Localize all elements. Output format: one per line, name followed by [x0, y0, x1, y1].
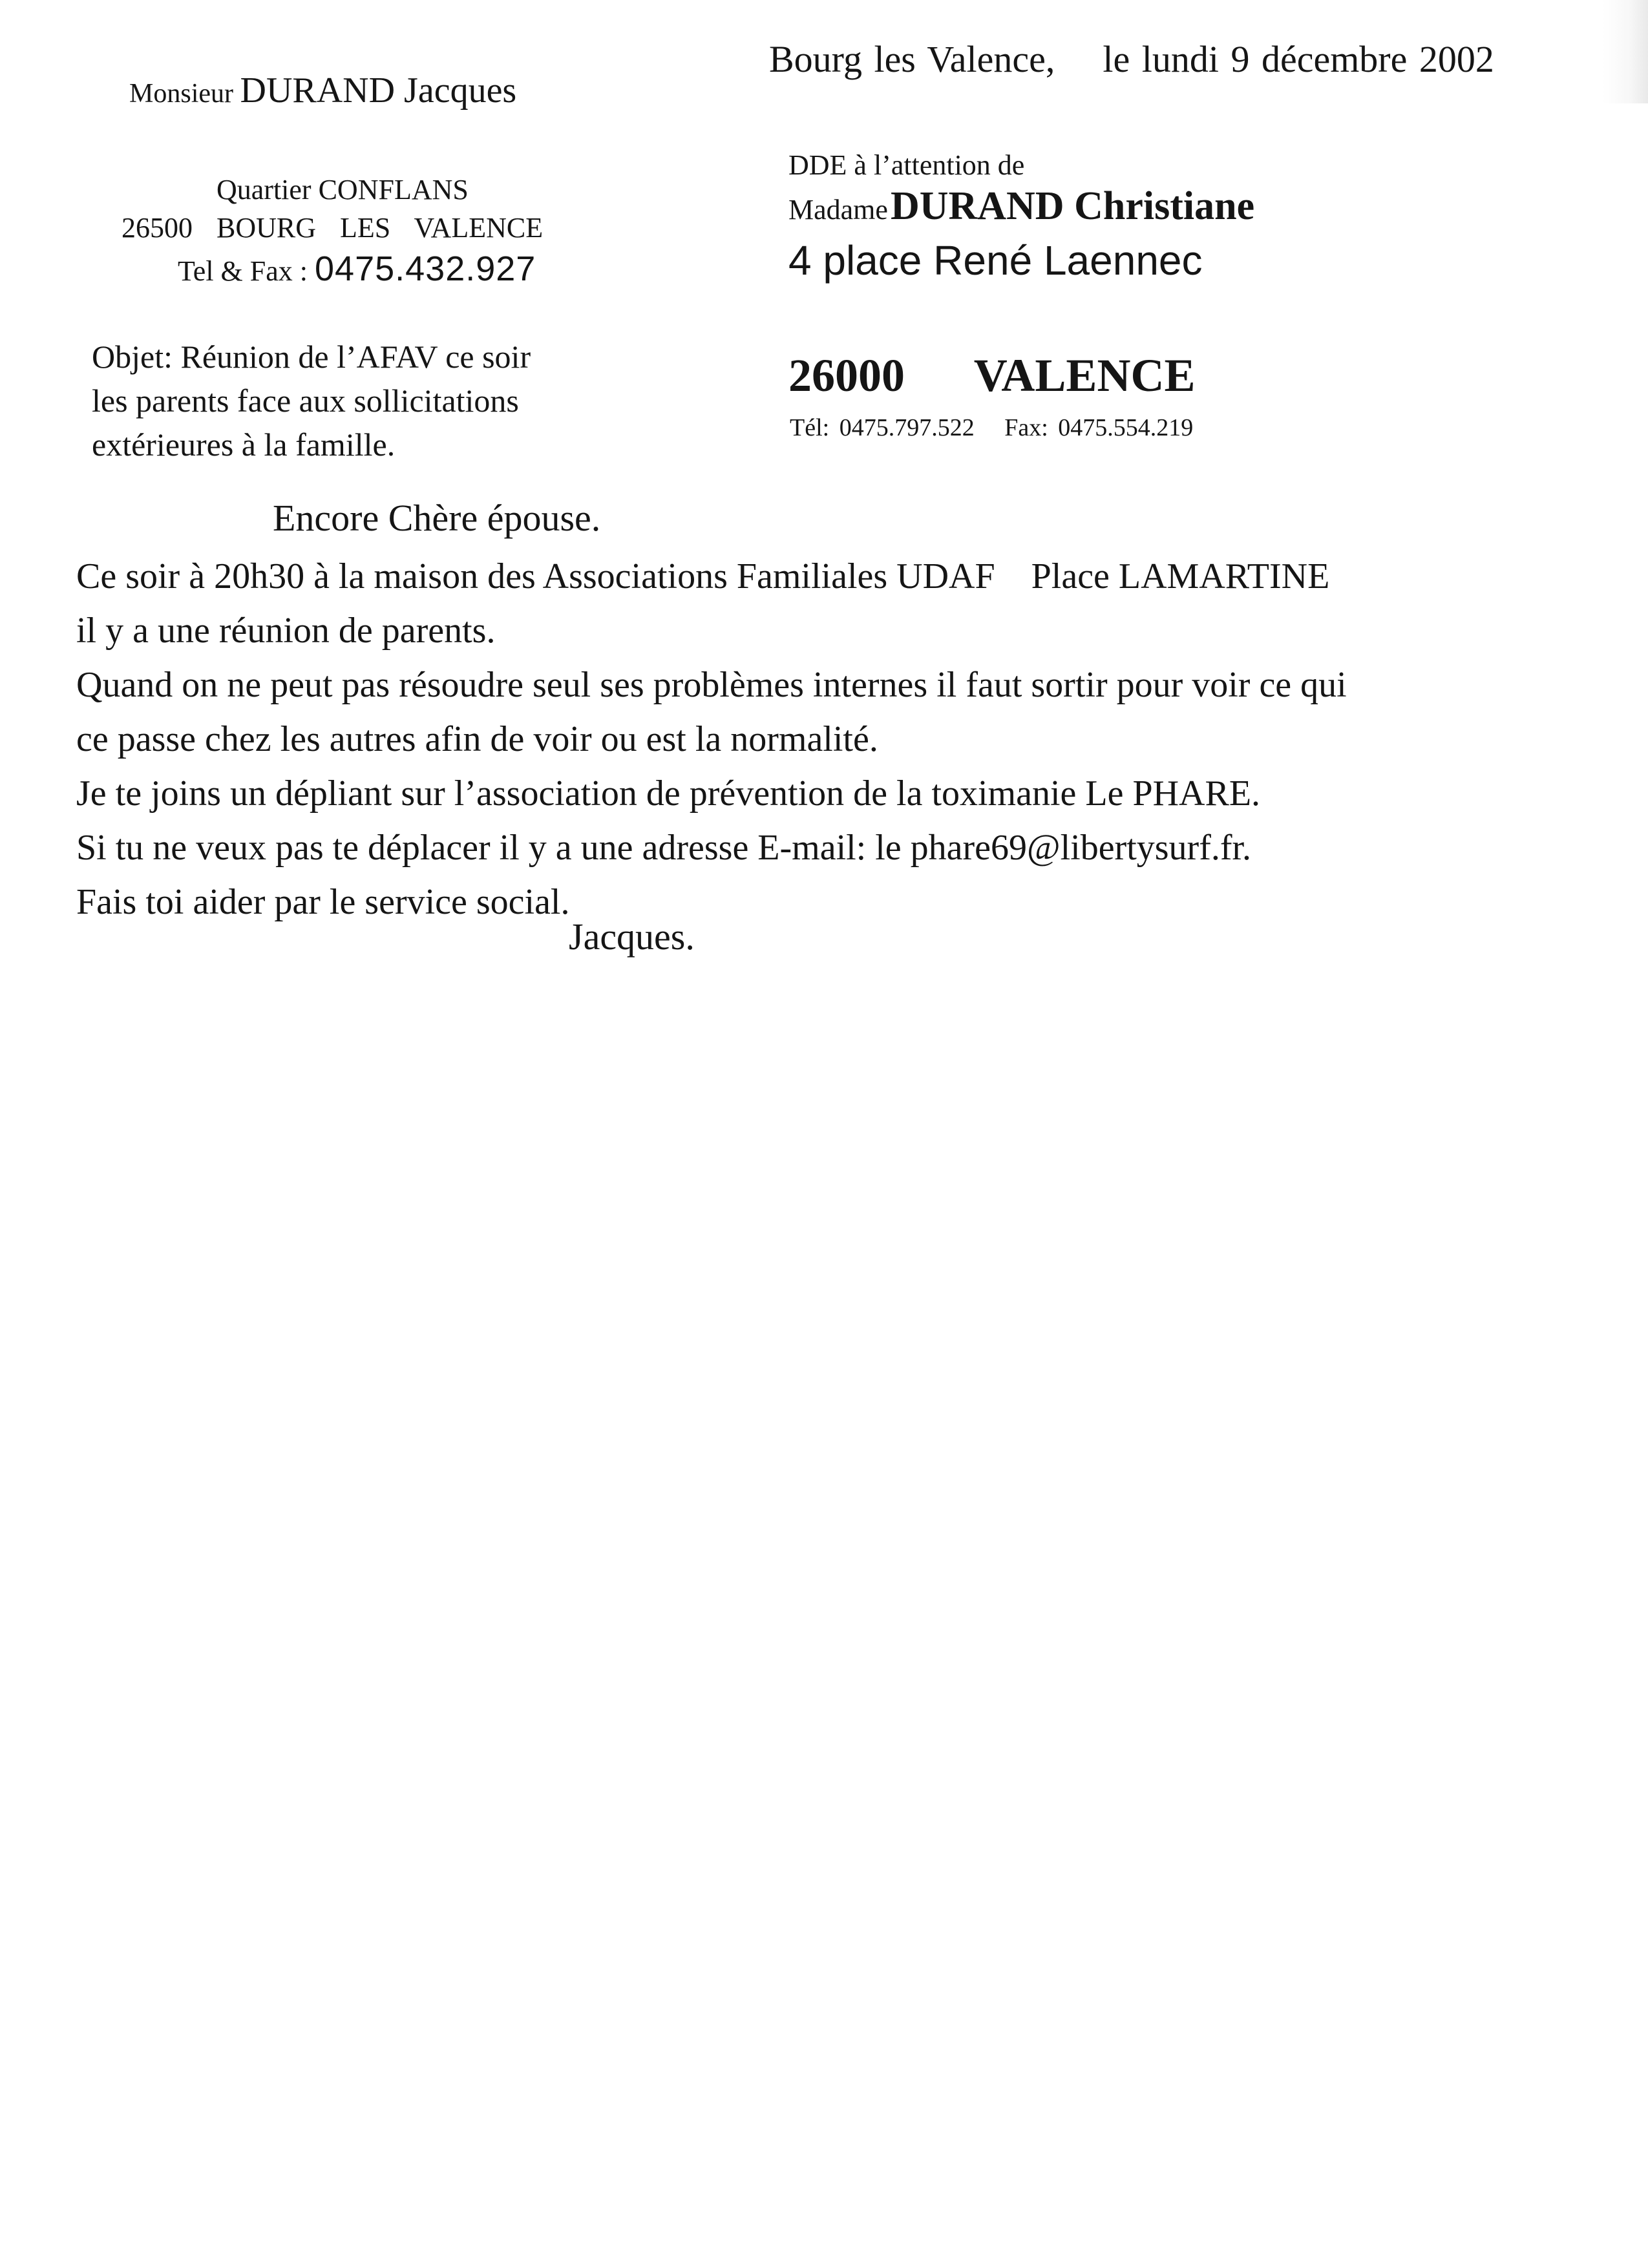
letter-date: Bourg les Valence, le lundi 9 décembre 2002 [769, 38, 1494, 80]
body-line: Quand on ne peut pas résoudre seul ses problèmes internes il faut sortir pour voir ce qui [76, 665, 1347, 705]
body-line: ce passe chez les autres afin de voir ou est la normalité. [76, 719, 878, 759]
recipient-phone-fax: Tél: 0475.797.522 Fax: 0475.554.219 [790, 414, 1194, 441]
body-line: Si tu ne veux pas te déplacer il y a une adresse E-mail: le phare69@libertysurf.fr. [76, 828, 1252, 868]
letter-body [76, 549, 1347, 929]
recipient-street: 4 place René Laennec [788, 237, 1203, 284]
sender-name: DURAND Jacques [240, 70, 517, 110]
sender-title: Monsieur [129, 79, 233, 109]
body-line: Je te joins un dépliant sur l’association de prévention de la toximanie Le PHARE. [76, 773, 1261, 814]
sender-name-line [129, 70, 516, 111]
recipient-title: Madame [788, 194, 888, 226]
sender-phone-number: 0475.432.927 [315, 249, 536, 288]
subject-line: les parents face aux sollicitations [92, 383, 519, 419]
recipient-name: DURAND Christiane [890, 184, 1255, 228]
sender-address-line1: Quartier CONFLANS [217, 174, 469, 205]
subject-line: Objet: Réunion de l’AFAV ce soir [92, 339, 531, 375]
scan-shadow [1603, 0, 1648, 103]
body-line: Ce soir à 20h30 à la maison des Associations Familiales UDAF Place LAMARTINE [76, 556, 1330, 596]
recipient-attention: DDE à l’attention de [788, 149, 1025, 181]
body-line: il y a une réunion de parents. [76, 611, 496, 651]
recipient-city: 26000 VALENCE [788, 350, 1196, 401]
signature: Jacques. [569, 916, 695, 958]
subject-block [92, 335, 531, 467]
greeting: Encore Chère épouse. [273, 497, 601, 539]
sender-phone-line [178, 249, 536, 289]
body-line: Fais toi aider par le service social. [76, 882, 570, 922]
recipient-name-line [788, 184, 1254, 229]
sender-phone-label: Tel & Fax : [178, 255, 308, 287]
subject-line: extérieures à la famille. [92, 426, 396, 463]
sender-address-line2: 26500 BOURG LES VALENCE [121, 212, 544, 244]
